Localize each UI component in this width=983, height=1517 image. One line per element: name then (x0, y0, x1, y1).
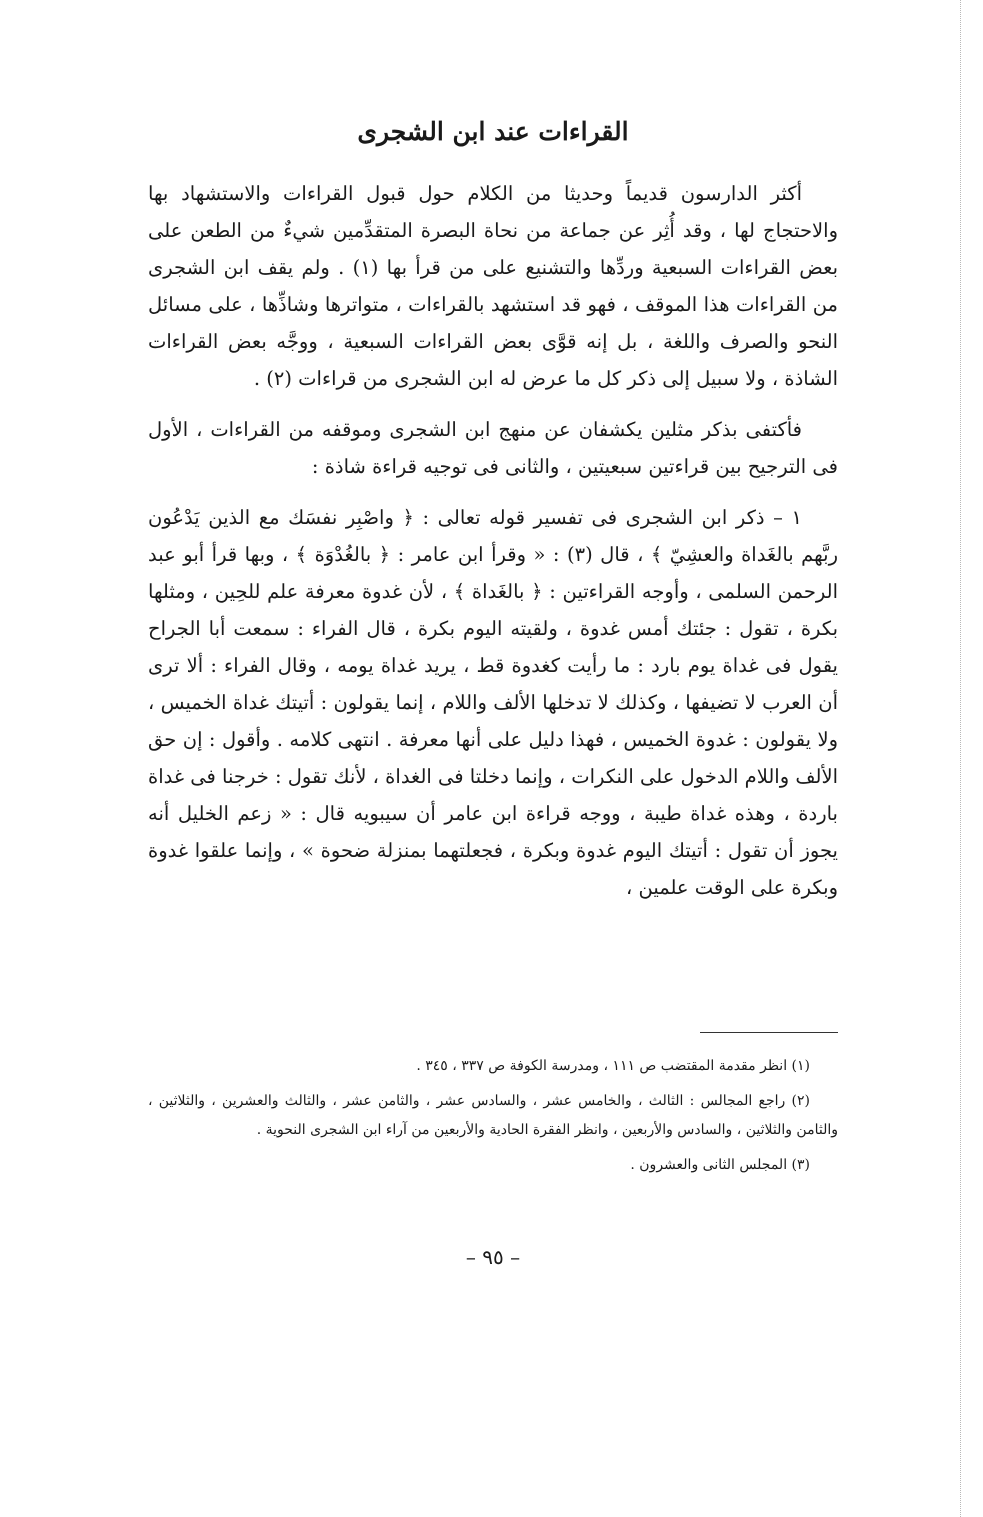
footnote-1: (١) انظر مقدمة المقتضب ص ١١١ ، ومدرسة الكوفة ص ٣٣٧ ، ٣٤٥ . (416, 1058, 810, 1074)
footnotes (148, 1052, 838, 1186)
paragraph-3: ١ – ذكر ابن الشجرى فى تفسير قوله تعالى : ﴿ واصْبِر نفسَك مع الذين يَدْعُون ربَّهم بالغَداة والعشِيّ ﴾ ، قال (٣) : « وقرأ ابن عامر : ﴿ بالغُدْوَة ﴾ ، وبها قرأ أبو عبد الرحمن السلمى ، وأوجه القراءتين : ﴿ بالغَداة ﴾ ، لأن غدوة معرفة علم للحِين ، ومثلها بكرة ، تقول : جئتك أمس غدوة ، ولقيته اليوم بكرة ، قال الفراء : سمعت أبا الجراح يقول فى غداة يوم بارد : ما رأيت كغدوة قط ، يريد غداة يومه ، وقال الفراء : ألا ترى أن العرب لا تضيفها ، وكذلك لا تدخلها الألف واللام ، إنما يقولون : أتيتك غداة الخميس ، ولا يقولون : غدوة الخميس ، فهذا دليل على أنها معرفة . انتهى كلامه . وأقول : إن حق الألف واللام الدخول على النكرات ، وإنما دخلتا فى الغداة ، لأنك تقول : خرجنا فى غداة باردة ، وهذه غداة طيبة ، ووجه قراءة ابن عامر أن سيبويه قال : « زعم الخليل أنه يجوز أن تقول : أتيتك اليوم غدوة وبكرة ، فجعلتهما بمنزلة ضحوة » ، وإنما علقوا غدوة وبكرة على الوقت علمين ، (148, 506, 838, 899)
body-text (148, 175, 838, 906)
footnote-separator (700, 1032, 838, 1033)
footnote-2: (٢) راجع المجالس : الثالث ، والخامس عشر ، والسادس عشر ، والثامن عشر ، والثالث والعشرين ، والثلاثين ، والثامن والثلاثين ، والسادس والأربعين ، وانظر الفقرة الحادية والأربعين من آراء ابن الشجرى النحوية . (148, 1093, 838, 1138)
page-number: – ٩٥ – (465, 1245, 521, 1269)
paragraph-2: فأكتفى بذكر مثلين يكشفان عن منهج ابن الشجرى وموقفه من القراءات ، الأول فى الترجيح بين قراءتين سبعيتين ، والثانى فى توجيه قراءة شاذة : (148, 418, 838, 478)
margin-dotted-line (960, 0, 961, 1517)
page-title: القراءات عند ابن الشجرى (357, 117, 629, 146)
paragraph-1: أكثر الدارسون قديماً وحديثا من الكلام حول قبول القراءات والاستشهاد بها والاحتجاج لها ، وقد أُثِر عن جماعة من نحاة البصرة المتقدِّمين شيءٌ من الطعن على بعض القراءات السبعية وردِّها والتشنيع على من قرأ بها (١) . ولم يقف ابن الشجرى من القراءات هذا الموقف ، فهو قد استشهد بالقراءات ، متواترها وشاذِّها ، على مسائل النحو والصرف واللغة ، بل إنه قوَّى بعض القراءات السبعية ، ووجَّه بعض القراءات الشاذة ، ولا سبيل إلى ذكر كل ما عرض له ابن الشجرى من قراءات (٢) . (148, 182, 839, 390)
footnote-3: (٣) المجلس الثانى والعشرون . (630, 1157, 810, 1173)
